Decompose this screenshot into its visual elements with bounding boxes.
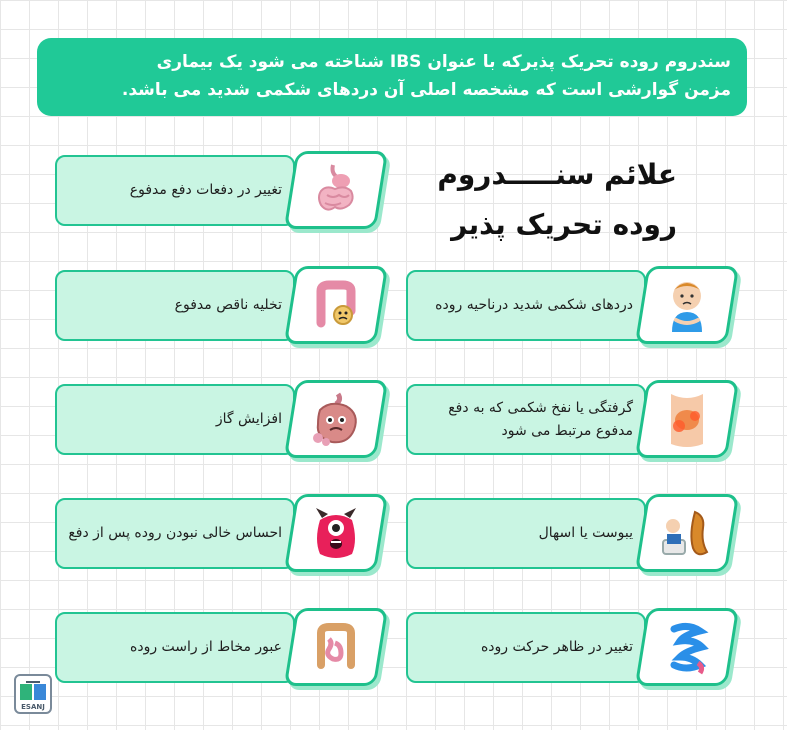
symptom-label: تغییر در دفعات دفع مدفوع: [129, 182, 282, 198]
intro-line-1: سندروم روده تحریک پذیرکه با عنوان IBS شناخته می شود یک بیماری: [156, 52, 731, 72]
monster-icon: [310, 504, 362, 562]
symptom-label: احساس خالی نبودن روده پس از دفع: [68, 525, 282, 541]
boy-stomachache-icon: [660, 276, 714, 334]
book-icon: [16, 678, 50, 704]
digestive-system-icon: [311, 161, 361, 219]
symptom-card-bowel-change: [406, 608, 733, 686]
intro-line-2: مزمن گوارشی است که مشخصه اصلی آن دردهای شکمی شدید می باشد.: [121, 80, 731, 100]
intro-banner: [37, 38, 747, 116]
symptom-card-emptiness: [55, 494, 382, 572]
symptom-card-pain: [406, 266, 733, 344]
logo-text: ESANJ: [21, 703, 45, 711]
symptom-card-constipation: [406, 494, 733, 572]
symptom-label: تغییر در ظاهر حرکت روده: [480, 639, 633, 655]
symptom-card-gas: [55, 380, 382, 458]
large-intestine-icon: [311, 619, 361, 675]
small-intestine-icon: [662, 619, 712, 675]
abdomen-cramp-icon: [661, 390, 713, 448]
page-title: [417, 150, 677, 250]
symptom-card-mucus: [55, 608, 382, 686]
symptom-card-frequency: [55, 151, 382, 229]
symptom-card-incomplete: [55, 266, 382, 344]
symptom-label: گرفتگی یا نفخ شکمی که به دفع مدفوع مرتبط می شود: [448, 399, 633, 439]
symptom-label: تخلیه ناقص مدفوع: [174, 297, 282, 313]
symptom-label: عبور مخاط از راست روده: [130, 639, 282, 655]
symptom-card-bloating: [406, 380, 733, 458]
symptom-label: دردهای شکمی شدید درناحیه روده: [435, 297, 633, 313]
title-line-2: روده تحریک پذیر: [451, 208, 677, 241]
colon-icon: [311, 277, 361, 333]
bloated-stomach-icon: [308, 390, 364, 448]
esanj-logo: [14, 674, 52, 714]
symptom-label: افزایش گاز: [215, 411, 282, 427]
title-line-1: علائم سنـــــدروم: [437, 158, 677, 191]
symptom-label: یبوست یا اسهال: [538, 525, 633, 541]
toilet-icon: [659, 504, 715, 562]
